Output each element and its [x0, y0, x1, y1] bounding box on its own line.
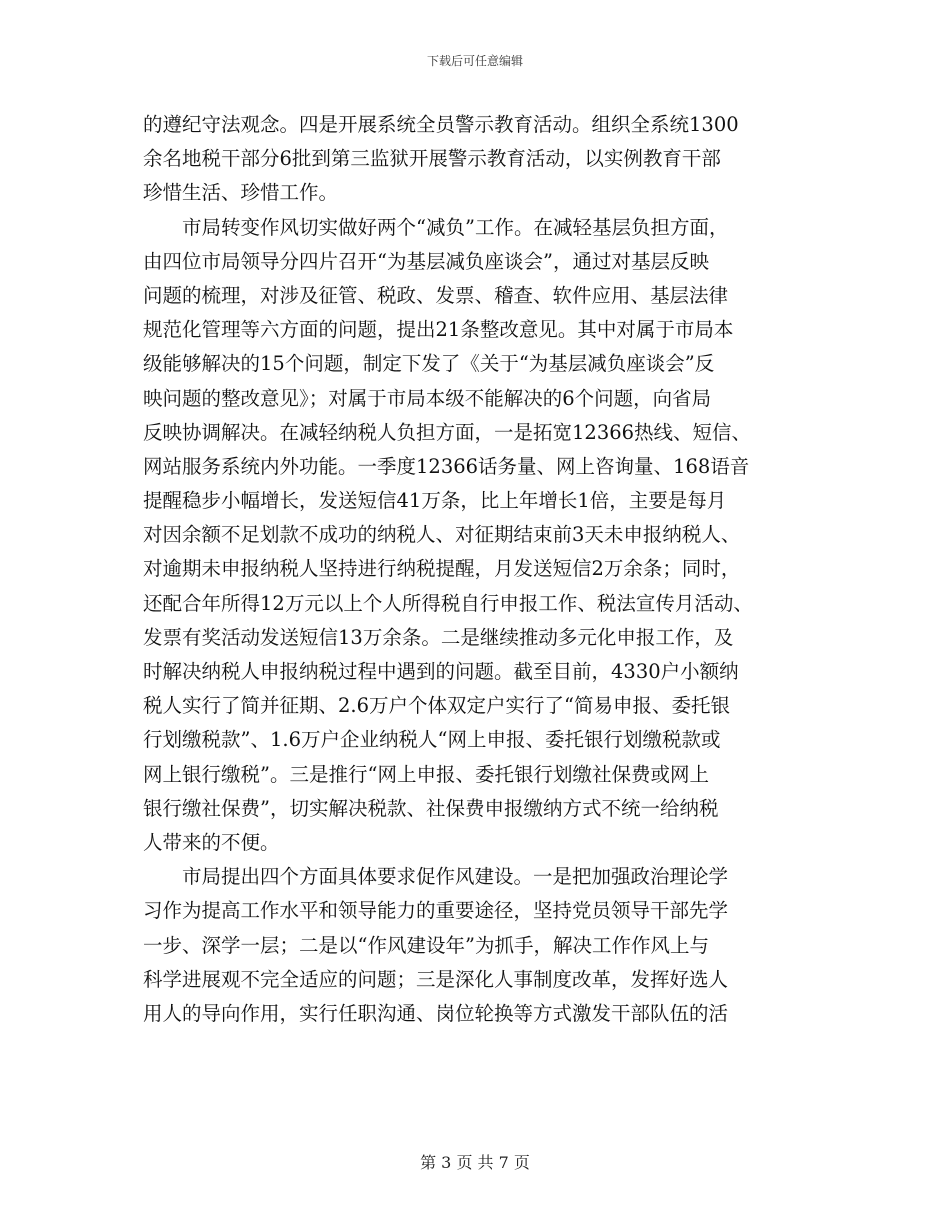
text-line: 时解决纳税人申报纳税过程中遇到的问题。截至目前，4330户小额纳: [143, 660, 739, 683]
text-line: 市局提出四个方面具体要求促作风建设。一是把加强政治理论学: [143, 865, 729, 889]
text-line: 行划缴税款”、1.6万户企业纳税人“网上申报、委托银行划缴税款或: [143, 728, 721, 752]
text-line: 还配合年所得12万元以上个人所得税自行申报工作、税法宣传月活动、: [143, 591, 753, 615]
page-header-note: 下载后可任意编辑: [426, 54, 523, 68]
text-line: 提醒稳步小幅增长，发送短信41万条，比上年增长1倍，主要是每月: [143, 489, 727, 513]
text-line: 对因余额不足划款不成功的纳税人、对征期结束前3天未申报纳税人、: [143, 523, 741, 547]
text-line: 税人实行了简并征期、2.6万户个体双定户实行了“简易申报、委托银: [143, 694, 730, 718]
text-line: 级能够解决的15个问题，制定下发了《关于“为基层减负座谈会”反: [143, 352, 715, 376]
text-line: 余名地税干部分6批到第三监狱开展警示教育活动，以实例教育干部: [143, 147, 721, 171]
text-line: 银行缴社保费”，切实解决税款、社保费申报缴纳方式不统一给纳税: [143, 796, 719, 820]
page-number: 第 3 页 共 7 页: [420, 1153, 530, 1172]
text-line: 珍惜生活、珍惜工作。: [143, 181, 339, 205]
text-line: 人带来的不便。: [143, 830, 280, 854]
text-line: 发票有奖活动发送短信13万余条。二是继续推动多元化申报工作，及: [143, 625, 734, 649]
text-line: 映问题的整改意见》；对属于市局本级不能解决的6个问题，向省局: [143, 386, 712, 410]
text-line: 对逾期未申报纳税人坚持进行纳税提醒，月发送短信2万余条；同时，: [143, 557, 741, 581]
text-line: 习作为提高工作水平和领导能力的重要途径，坚持党员领导干部先学: [143, 899, 729, 923]
text-line: 规范化管理等六方面的问题，提出21条整改意见。其中对属于市局本: [143, 318, 734, 342]
text-line: 问题的梳理，对涉及征管、税政、发票、稽查、软件应用、基层法律: [143, 283, 729, 307]
text-line: 网站服务系统内外功能。一季度12366话务量、网上咨询量、168语音: [143, 454, 750, 478]
text-line: 一步、深学一层；二是以“作风建设年”为抓手，解决工作作风上与: [143, 933, 709, 957]
text-line: 科学进展观不完全适应的问题；三是深化人事制度改革，发挥好选人: [143, 967, 729, 991]
text-line: 反映协调解决。在减轻纳税人负担方面，一是拓宽12366热线、短信、: [143, 420, 752, 444]
document-body: [143, 108, 843, 1031]
text-line: 市局转变作风切实做好两个“减负”工作。在减轻基层负担方面，: [143, 215, 729, 239]
text-line: 网上银行缴税”。三是推行“网上申报、委托银行划缴社保费或网上: [143, 762, 709, 786]
text-line: 的遵纪守法观念。四是开展系统全员警示教育活动。组织全系统1300: [143, 113, 739, 136]
text-line: 用人的导向作用，实行任职沟通、岗位轮换等方式激发干部队伍的活: [143, 1001, 729, 1025]
text-line: 由四位市局领导分四片召开“为基层减负座谈会”，通过对基层反映: [143, 249, 709, 273]
